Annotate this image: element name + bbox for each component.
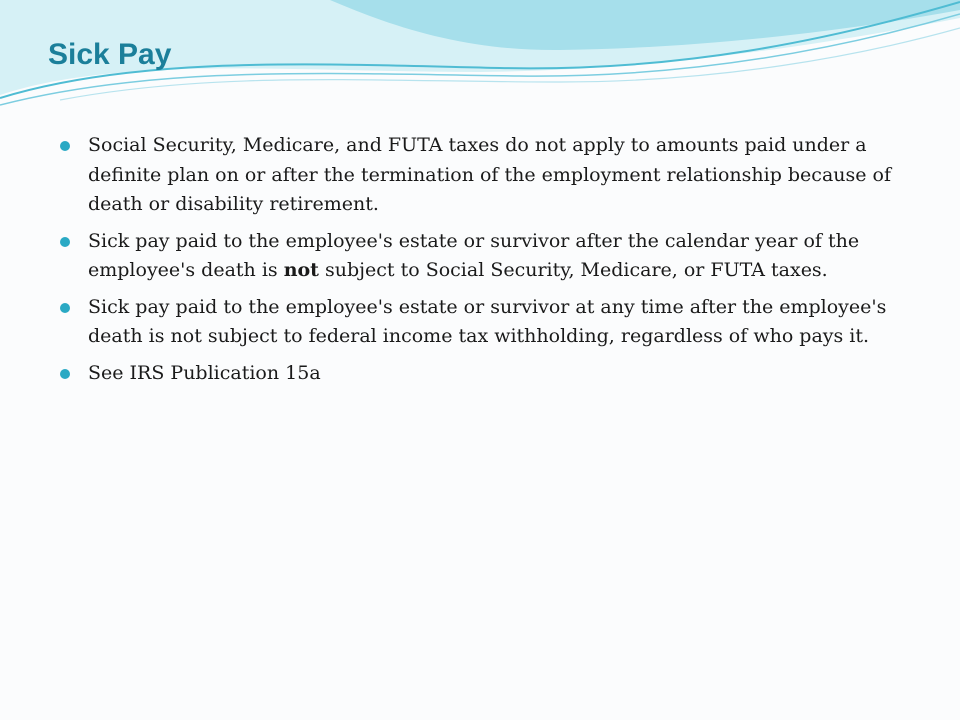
bullet-dot-icon (60, 237, 70, 247)
bullet-dot-icon (60, 369, 70, 379)
bullet-text: Sick pay paid to the employee's estate or survivor at any time after the employee's death is not subject to federal income tax withholding, regardless of who pays it. (88, 295, 887, 347)
bullet-item (60, 131, 920, 220)
bullet-text: See IRS Publication 15a (88, 361, 321, 384)
slide-title: Sick Pay (48, 38, 172, 71)
bullet-item (60, 293, 920, 352)
bullet-text-before: Sick pay paid to the employee's estate or survivor after the calendar year of the employee's death is (88, 229, 860, 281)
bullet-dot-icon (60, 303, 70, 313)
bullet-item (60, 359, 920, 389)
bullet-text-after: subject to Social Security, Medicare, or FUTA taxes. (318, 259, 828, 281)
bullet-item (60, 227, 920, 286)
bullet-list (60, 131, 920, 395)
bullet-emphasis: not (283, 259, 319, 281)
bullet-dot-icon (60, 141, 70, 151)
bullet-text: Social Security, Medicare, and FUTA taxes do not apply to amounts paid under a definite plan on or after the termination of the employment relationship because of death or disability retirement. (88, 134, 892, 215)
